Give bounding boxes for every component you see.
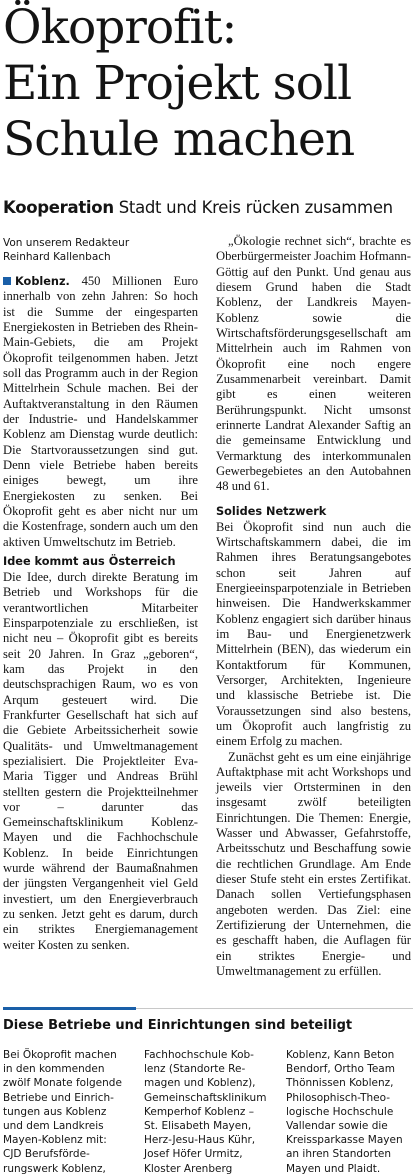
subheading-netzwerk: Solides Netzwerk: [216, 504, 327, 518]
lead-text: 450 Millionen Euro innerhalb von zehn Jahren: So hoch ist die Summe der eingesparten Energiekosten in Betrieben des Rhein-Main-Gebiets, die am Projekt Ökoprofit teilgenommen haben. Jetzt soll das Programm auch in der Region Mittelrhein Schule machen. Bei der Auftaktveranstaltung in den Räumen der Industrie- und Handelskammer Koblenz am Dienstag wurde deutlich: Die Startvoraussetzungen sind gut. Denn viele Betriebe haben bereits einiges bewegt, um ihre Energiekosten zu senken. Bei Ökoprofit geht es aber nicht nur um die Kostenfrage, sondern auch um den aktiven Umweltschutz im Betrieb.: [3, 274, 198, 549]
dateline-location: Koblenz.: [15, 275, 70, 288]
paragraph: „Ökologie rechnet sich“, brachte es Oberbürgermeister Joachim Hofmann-Göttig auf den Punkt. Und genau aus diesem Grund haben die Stadt Koblenz, der Landkreis Mayen-Koblenz sowie die Wirtschaftsförderungsgesellschaft am Mittelrhein auch im Rahmen von Ökoprofit eine noch engere Zusammenarbeit vereinbart. Damit gibt es einen weiteren Berührungspunkt. Nicht umsonst erinnerte Landrat Alexander Saftig an die gemeinsame Entwicklung und Vermarktung des interkommunalen Gewerbegebietes an den Autobahnen 48 und 61.: [216, 234, 411, 494]
byline-role: Von unserem Redakteur: [3, 237, 130, 249]
byline: [3, 236, 203, 264]
kicker-text: Stadt und Kreis rücken zusammen: [118, 198, 393, 217]
headline-line-3: Schule machen: [3, 112, 355, 167]
divider: [136, 1008, 413, 1009]
article-column-2: [216, 234, 411, 979]
kicker-label: Kooperation: [3, 198, 114, 217]
paragraph: Zunächst geht es um eine einjährige Auftaktphase mit acht Workshops und jeweils vier Ortsterminen in den insgesamt zwölf beteiligten Einrichtungen. Die Themen: Energie, Wasser und Abwasser, Gefahrstoffe, Arbeitsschutz und Beschaffung sowie die rechtlichen Grundlage. Am Ende dieser Stufe steht ein erstes Zertifikat. Danach sollen Vertiefungsphasen angeboten werden. Das Ziel: eine Zertifizierung der Unternehmen, die es geschafft haben, die Auflagen für ein striktes Energie- und Umweltmanagement zu erfüllen.: [216, 749, 411, 979]
article-column-1: [3, 274, 198, 953]
accent-divider: [3, 1007, 136, 1010]
headline: [3, 0, 413, 168]
infobox-title: Diese Betriebe und Einrichtungen sind beteiligt: [3, 1018, 353, 1033]
lead-paragraph: [3, 274, 198, 550]
kicker: [3, 198, 393, 217]
headline-line-2: Ein Projekt soll: [3, 56, 352, 111]
infobox-column-3: Koblenz, Kann Beton Bendorf, Ortho Team Thönnissen Koblenz, Philosophisch-Theo- logische Hochschule Vallendar sowie die Kreissparkasse Mayen an ihren Standorten Mayen und Plaidt.: [286, 1049, 403, 1175]
headline-line-1: Ökoprofit:: [3, 0, 237, 55]
paragraph: Bei Ökoprofit sind nun auch die Wirtschaftskammern dabei, die im Rahmen ihres Beratungsangebotes schon seit Jahren auf Energieeinsparpotenziale in Betrieben hinweisen. Die Handwerkskammer Koblenz engagiert sich darüber hinaus im Bau- und Energienetzwerk Mittelrhein (BEN), das wiederum ein Kontaktforum für Kommunen, Versorger, Architekten, Ingenieure und klassische Betriebe ist. Die Voraussetzungen sind also bestens, um Ökoprofit auch langfristig zu einem Erfolg zu machen.: [216, 519, 411, 749]
infobox-column-1: Bei Ökoprofit machen in den kommenden zwölf Monate folgende Betriebe und Einrich- tungen aus Koblenz und dem Landkreis Mayen-Koblenz mit: CJD Berufsförde- rungswerk Koblenz,: [3, 1049, 122, 1175]
infobox-column-2: Fachhochschule Kob- lenz (Standorte Re- magen und Koblenz), Gemeinschaftsklinikum Kemperhof Koblenz – St. Elisabeth Mayen, Herz-Jesu-Haus Kühr, Josef Höfer Urmitz, Kloster Arenberg: [144, 1049, 267, 1175]
subheading-idee: Idee kommt aus Österreich: [3, 554, 176, 568]
location-marker-icon: [3, 277, 11, 285]
byline-author: Reinhard Kallenbach: [3, 251, 111, 263]
paragraph: Die Idee, durch direkte Beratung im Betrieb und Workshops für die verantwortlichen Mitarbeiter Einsparpotenziale zu erschließen, ist nicht neu – Ökoprofit gibt es bereits seit 20 Jahren. In Graz „geboren“, kam das Projekt in den deutschsprachigen Raum, wo es von Arqum gesteuert wird. Die Frankfurter Gesellschaft hat sich auf die Gebiete Arbeitssicherheit sowie Qualitäts- und Umweltmanagement spezialisiert. Die Projektleiter Eva-Maria Tigger und Andreas Brühl stellten gestern die Projektteilnehmer vor – darunter das Gemeinschaftsklinikum Koblenz-Mayen und die Fachhochschule Koblenz. In beide Einrichtungen wurde während der Baumaßnahmen der jüngsten Vergangenheit viel Geld investiert, um den Energieverbrauch zu senken. Jetzt geht es darum, durch ein striktes Energiemanagement weiter Kosten zu senken.: [3, 569, 198, 952]
